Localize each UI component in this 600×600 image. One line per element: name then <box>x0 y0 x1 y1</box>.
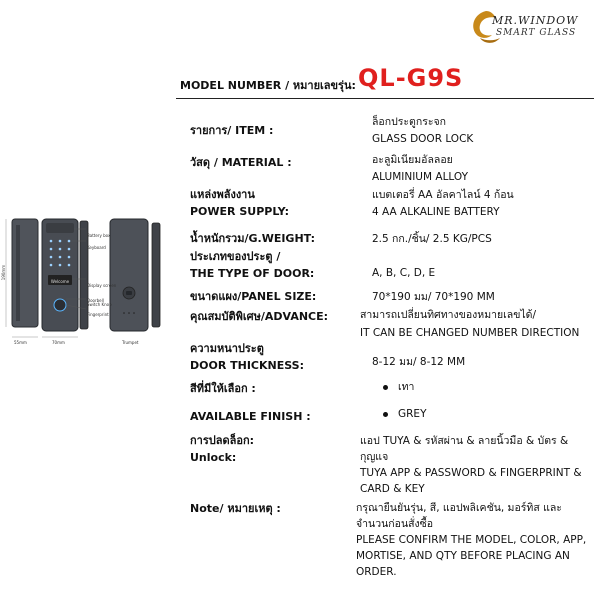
thickness-label-en: DOOR THICKNESS: <box>190 359 305 372</box>
dimension-height: 190mm <box>1 264 7 281</box>
door-type-label-en: THE TYPE OF DOOR: <box>190 267 315 280</box>
finish-label-th: สีที่มีให้เลือก : <box>190 382 256 395</box>
finish-label-en: AVAILABLE FINISH : <box>190 410 311 423</box>
fingerprint-sensor <box>54 299 66 311</box>
callout-battery-box: Battery box <box>87 233 111 238</box>
svg-text:Welcome: Welcome <box>50 279 70 284</box>
battery-box <box>46 223 74 233</box>
weight-label: น้ำหนักรวม/G.WEIGHT: <box>190 232 315 245</box>
callout-doorbell: Doorbell Switch Knob <box>87 298 112 307</box>
unlock-label-th: การปลดล็อก: <box>190 434 255 447</box>
advance-label: คุณสมบัติพิเศษ/ADVANCE: <box>190 310 329 323</box>
back-panel-label: Trumpet <box>122 340 139 345</box>
model-number-value: QL-G9S <box>358 64 464 92</box>
panel-size-value: 70*190 มม/ 70*190 MM <box>372 291 495 303</box>
dimension-side-width: 55mm <box>14 340 27 345</box>
dimension-front-width: 70mm <box>52 340 65 345</box>
thickness-label-th: ความหนาประตู <box>190 342 264 355</box>
finish-th-bullet <box>383 385 388 390</box>
finish-value-en: GREY <box>398 408 427 420</box>
finish-value-th: เทา <box>398 381 415 393</box>
logo-subtitle: SMART GLASS <box>496 28 577 38</box>
advance-value-en: IT CAN BE CHANGED NUMBER DIRECTION <box>360 327 580 339</box>
note-value-en-1: PLEASE CONFIRM THE MODEL, COLOR, APP, <box>356 534 587 546</box>
callout-display-screen: Display screen <box>87 283 117 288</box>
power-value-en: 4 AA ALKALINE BATTERY <box>372 206 500 218</box>
door-type-label-th: ประเภทของประตู / <box>190 250 281 263</box>
material-label: วัสดุ / MATERIAL : <box>190 156 292 169</box>
unlock-value-en-1: TUYA APP & PASSWORD & FINGERPRINT & <box>360 467 582 479</box>
model-number-label: MODEL NUMBER / หมายเลขรุ่น: <box>180 79 356 92</box>
note-label: Note/ หมายเหตุ : <box>190 502 281 515</box>
advance-value-th: สามารถเปลี่ยนทิศทางของหมายเลขได้/ <box>360 309 537 321</box>
unlock-label-en: Unlock: <box>190 451 237 464</box>
back-panel <box>110 219 148 331</box>
power-label-en: POWER SUPPLY: <box>190 205 290 218</box>
item-value-th: ล็อกประตูกระจก <box>372 116 447 128</box>
item-label: รายการ/ ITEM : <box>190 124 274 137</box>
callout-fingerprint: Fingerprint <box>87 312 109 317</box>
material-value-th: อะลูมิเนียมอัลลอย <box>372 154 453 166</box>
callout-keyboard: Keyboard <box>87 245 106 250</box>
door-type-value: A, B, C, D, E <box>372 267 436 279</box>
note-value-th-1: กรุณายืนยันรุ่น, สี, แอปพลิเคชัน, มอร์ทิส และ <box>356 502 562 514</box>
note-value-en-3: ORDER. <box>356 566 397 578</box>
header-divider <box>176 98 594 99</box>
finish-en-bullet <box>383 412 388 417</box>
panel-size-label: ขนาดแผง/PANEL SIZE: <box>190 290 317 303</box>
side-panel <box>12 219 38 327</box>
logo-name: MR.WINDOW <box>492 14 579 27</box>
power-label-th: แหล่งพลังงาน <box>190 188 255 201</box>
note-value-en-2: MORTISE, AND QTY BEFORE PLACING AN <box>356 550 570 562</box>
unlock-value-th-1: แอป TUYA & รหัสผ่าน & ลายนิ้วมือ & บัตร & <box>360 435 569 447</box>
unlock-value-en-2: CARD & KEY <box>360 483 425 495</box>
thickness-value: 8-12 มม/ 8-12 MM <box>372 356 466 368</box>
unlock-value-th-2: กุญแจ <box>360 451 389 463</box>
item-value-en: GLASS DOOR LOCK <box>372 133 474 145</box>
material-value-en: ALUMINIUM ALLOY <box>372 171 468 183</box>
weight-value: 2.5 กก./ชิ้น/ 2.5 KG/PCS <box>372 233 492 245</box>
brand-logo <box>466 8 590 48</box>
power-value-th: แบตเตอรี่ AA อัลคาไลน์ 4 ก้อน <box>372 189 514 201</box>
note-value-th-2: จำนวนก่อนสั่งซื้อ <box>356 518 434 530</box>
